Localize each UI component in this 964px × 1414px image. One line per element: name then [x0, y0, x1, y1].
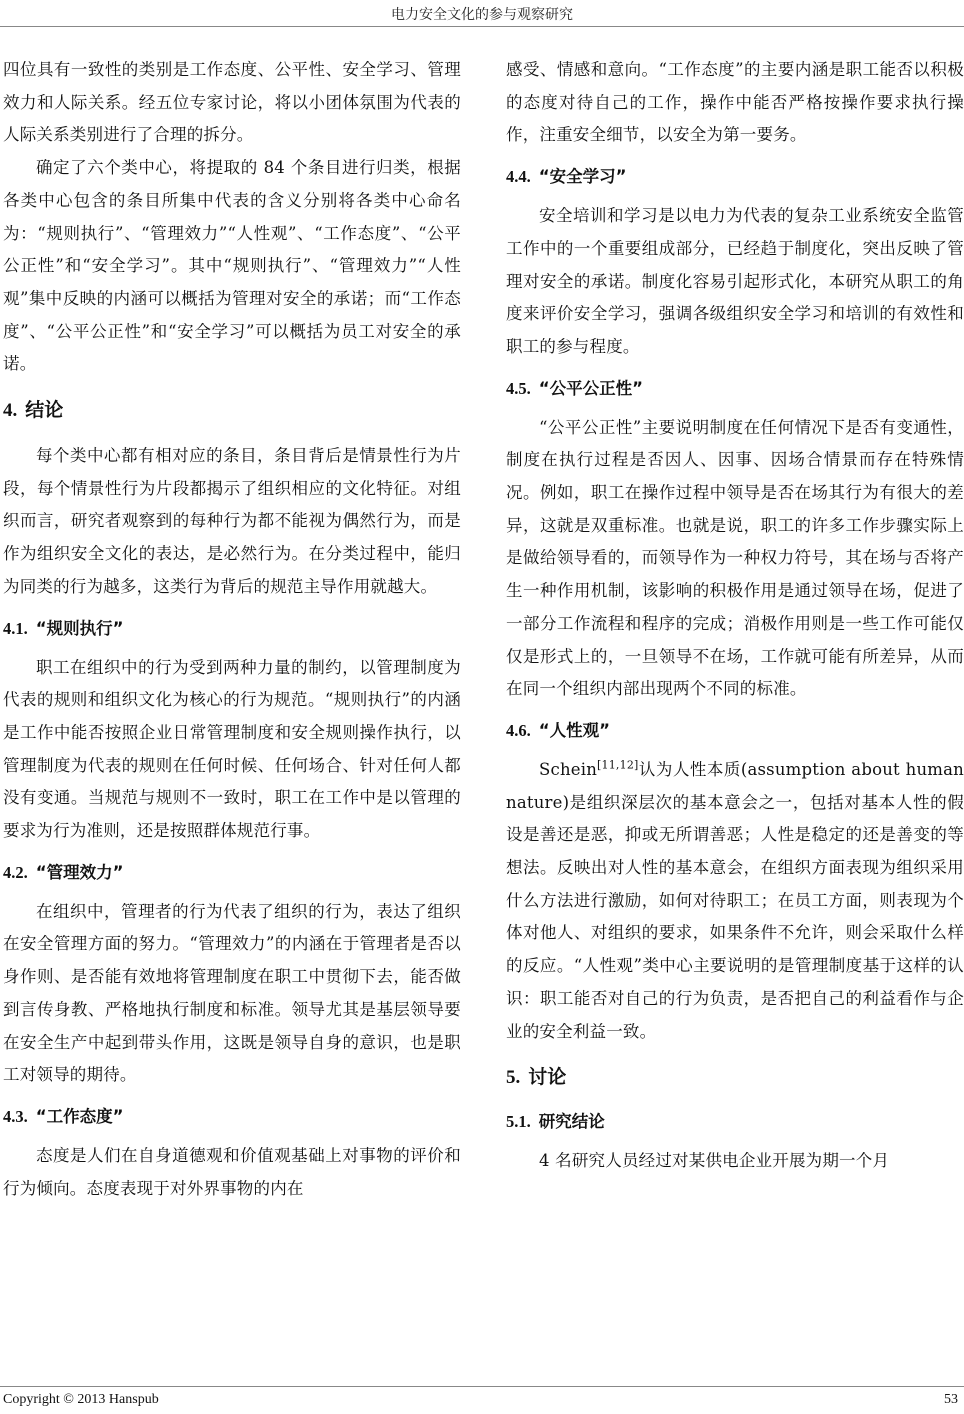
section-number: 4.	[3, 400, 18, 422]
running-header: 电力安全文化的参与观察研究	[391, 7, 573, 23]
section-title: “规则执行”	[35, 618, 124, 638]
section-heading-4-4	[506, 162, 964, 192]
section-title: “安全学习”	[538, 167, 627, 187]
paragraph-text: 认为人性本质(assumption about human nature)是组织深层次的基本意会之一，包括对基本人性的假设是善还是恶，抑或无所谓善恶；人性是稳定的还是善变的等想法。反映出对人性的基本意会，在组织方面表现为组织采用什么方法进行激励，如何对待职工；在员工方面，则表现为个体对他人、对组织的要求，如果条件不允许，则会采取什么样的反应。“人性观”类中心主要说明的是管理制度基于这样的认识：职工能否对自己的行为负责，是否把自己的利益看作与企业的安全利益一致。	[506, 759, 964, 1041]
section-heading-4	[3, 395, 461, 426]
paragraph: 在组织中，管理者的行为代表了组织的行为，表达了组织在安全管理方面的努力。“管理效力”的内涵在于管理者是否以身作则、是否能有效地将管理制度在职工中贯彻下去，能否做到言传身教、严格地执行制度和标准。领导尤其是基层领导要在安全生产中起到带头作用，这既是领导自身的意识，也是职工对领导的期待。	[3, 901, 461, 1085]
page-number: 53	[944, 1392, 958, 1407]
copyright: Copyright © 2013 Hanspub	[3, 1392, 159, 1407]
section-number: 4.5.	[506, 378, 531, 398]
section-title: 结论	[25, 399, 64, 422]
section-heading-4-2	[3, 858, 461, 888]
section-number: 5.1.	[506, 1112, 531, 1132]
paragraph: “公平公正性”主要说明制度在任何情况下是否有变通性，制度在执行过程是否因人、因事、因场合情景而存在特殊情况。例如，职工在操作过程中领导是否在场其行为有很大的差异，这就是双重标准。也就是说，职工的许多工作步骤实际上是做给领导看的，而领导作为一种权力符号，其在场与否将产生一种作用机制，该影响的积极作用是通过领导在场，促进了一部分工作流程和程序的完成；消极作用则是一些工作可能仅仅是形式上的，一旦领导不在场，工作就可能有所差异，从而在同一个组织内部出现两个不同的标准。	[506, 417, 964, 699]
section-number: 4.3.	[3, 1106, 28, 1126]
section-title: “工作态度”	[35, 1106, 124, 1126]
paragraph: 安全培训和学习是以电力为代表的复杂工业系统安全监管工作中的一个重要组成部分，已经趋于制度化，突出反映了管理对安全的承诺。制度化容易引起形式化，本研究从职工的角度来评价安全学习，强调各级组织安全学习和培训的有效性和职工的参与程度。	[506, 206, 964, 356]
citation[interactable]: [11,12]	[597, 758, 639, 772]
section-title: 讨论	[528, 1066, 567, 1089]
section-heading-4-5	[506, 374, 964, 404]
author-name: Schein	[539, 759, 598, 779]
paragraph: 态度是人们在自身道德观和价值观基础上对事物的评价和行为倾向。态度表现于对外界事物的内在	[3, 1145, 461, 1198]
paragraph: 四位具有一致性的类别是工作态度、公平性、安全学习、管理效力和人际关系。经五位专家讨论，将以小团体氛围为代表的人际关系类别进行了合理的拆分。	[3, 60, 461, 145]
section-heading-5-1	[506, 1107, 964, 1137]
section-title: “管理效力”	[35, 862, 124, 882]
section-heading-5	[506, 1062, 964, 1093]
section-number: 4.2.	[3, 862, 28, 882]
paragraph: 感受、情感和意向。“工作态度”的主要内涵是职工能否以积极的态度对待自己的工作，操作中能否严格按操作要求执行操作，注重安全细节，以安全为第一要务。	[506, 60, 964, 145]
section-number: 4.6.	[506, 720, 531, 740]
section-number: 4.1.	[3, 618, 28, 638]
section-title: “人性观”	[538, 720, 610, 740]
section-heading-4-6	[506, 716, 964, 746]
paragraph	[506, 754, 964, 1048]
header-rule	[0, 26, 964, 27]
left-column	[3, 54, 461, 1205]
section-number: 5.	[506, 1067, 521, 1089]
paragraph: 4 名研究人员经过对某供电企业开展为期一个月	[539, 1151, 890, 1171]
right-column	[506, 54, 964, 1178]
paragraph: 确定了六个类中心，将提取的 84 个条目进行归类，根据各类中心包含的条目所集中代表的含义分别将各类中心命名为：“规则执行”、“管理效力”“人性观”、“工作态度”、“公平公正性”和“安全学习”。其中“规则执行”、“管理效力”“人性观”集中反映的内涵可以概括为管理对安全的承诺；而“工作态度”、“公平公正性”和“安全学习”可以概括为员工对安全的承诺。	[3, 158, 461, 374]
section-number: 4.4.	[506, 167, 531, 187]
section-title: “公平公正性”	[538, 378, 643, 398]
footer-rule	[0, 1386, 964, 1387]
section-heading-4-3	[3, 1102, 461, 1132]
section-heading-4-1	[3, 614, 461, 644]
paragraph: 每个类中心都有相对应的条目，条目背后是情景性行为片段，每个情景性行为片段都揭示了组织相应的文化特征。对组织而言，研究者观察到的每种行为都不能视为偶然行为，而是作为组织安全文化的表达，是必然行为。在分类过程中，能归为同类的行为越多，这类行为背后的规范主导作用就越大。	[3, 446, 461, 596]
paragraph: 职工在组织中的行为受到两种力量的制约，以管理制度为代表的规则和组织文化为核心的行为规范。“规则执行”的内涵是工作中能否按照企业日常管理制度和安全规则操作执行，以管理制度为代表的规则在任何时候、任何场合、针对任何人都没有变通。当规范与规则不一致时，职工在工作中是以管理的要求为行为准则，还是按照群体规范行事。	[3, 657, 461, 841]
section-title: 研究结论	[538, 1112, 605, 1132]
